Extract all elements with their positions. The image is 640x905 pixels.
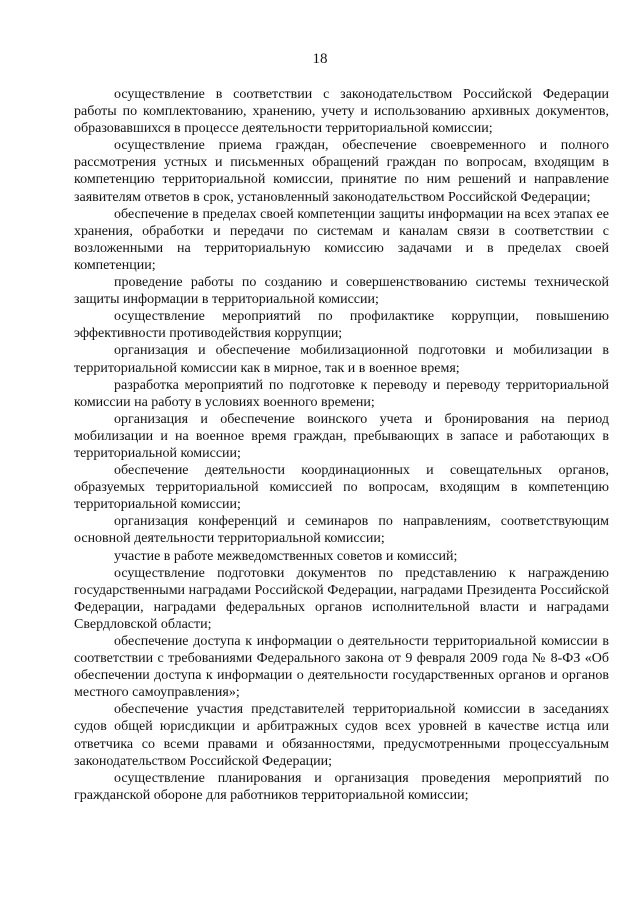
paragraph: разработка мероприятий по подготовке к переводу и переводу территориальной комиссии на работу в условиях военного времени; <box>74 377 609 410</box>
paragraph: обеспечение деятельности координационных и совещательных органов, образуемых территориальной комиссией по вопросам, входящим в компетенцию территориальной комиссии; <box>74 463 609 513</box>
paragraph: организация и обеспечение мобилизационной подготовки и мобилизации в территориальной комиссии как в мирное, так и в военное время; <box>74 343 609 376</box>
paragraph: организация и обеспечение воинского учета и бронирования на период мобилизации и на военное время граждан, пребывающих в запасе и работающих в территориальной комиссии; <box>74 411 609 461</box>
paragraph: организация конференций и семинаров по направлениям, соответствующим основной деятельности территориальной комиссии; <box>74 514 609 547</box>
paragraph: обеспечение доступа к информации о деятельности территориальной комиссии в соответствии с требованиями Федерального закона от 9 февраля 2009 года № 8-ФЗ «Об обеспечении доступа к информации о деятельности государственных органов и органов местного самоуправления»; <box>74 634 609 701</box>
document-body <box>74 86 609 804</box>
paragraph: осуществление мероприятий по профилактике коррупции, повышению эффективности противодействия коррупции; <box>74 309 609 342</box>
paragraph: проведение работы по созданию и совершенствованию системы технической защиты информации в территориальной комиссии; <box>74 275 609 308</box>
paragraph: участие в работе межведомственных советов и комиссий; <box>114 548 458 564</box>
paragraph: обеспечение в пределах своей компетенции защиты информации на всех этапах ее хранения, обработки и передачи по системам и каналам связи в соответствии с возложенными на территориальную комиссию задачами и в пределах своей компетенции; <box>74 206 609 273</box>
paragraph: осуществление планирования и организация проведения мероприятий по гражданской обороне для работников территориальной комиссии; <box>74 770 609 803</box>
paragraph: осуществление в соответствии с законодательством Российской Федерации работы по комплектованию, хранению, учету и использованию архивных документов, образовавшихся в процессе деятельности территориальной комиссии; <box>74 87 609 137</box>
paragraph: обеспечение участия представителей территориальной комиссии в заседаниях судов общей юрисдикции и арбитражных судов всех уровней в качестве истца или ответчика со всеми правами и обязанностями, предусмотренными процессуальным законодательством Российской Федерации; <box>74 702 609 769</box>
paragraph: осуществление приема граждан, обеспечение своевременного и полного рассмотрения устных и письменных обращений граждан по вопросам, входящим в компетенцию территориальной комиссии, принятие по ним решений и направление заявителям ответов в срок, установленный законодательством Российской Федерации; <box>74 138 609 205</box>
paragraph: осуществление подготовки документов по представлению к награждению государственными наградами Российской Федерации, наградами Президента Российской Федерации, наградами федеральных органов исполнительной власти и наградами Свердловской области; <box>74 565 609 632</box>
page-number: 18 <box>312 51 328 67</box>
